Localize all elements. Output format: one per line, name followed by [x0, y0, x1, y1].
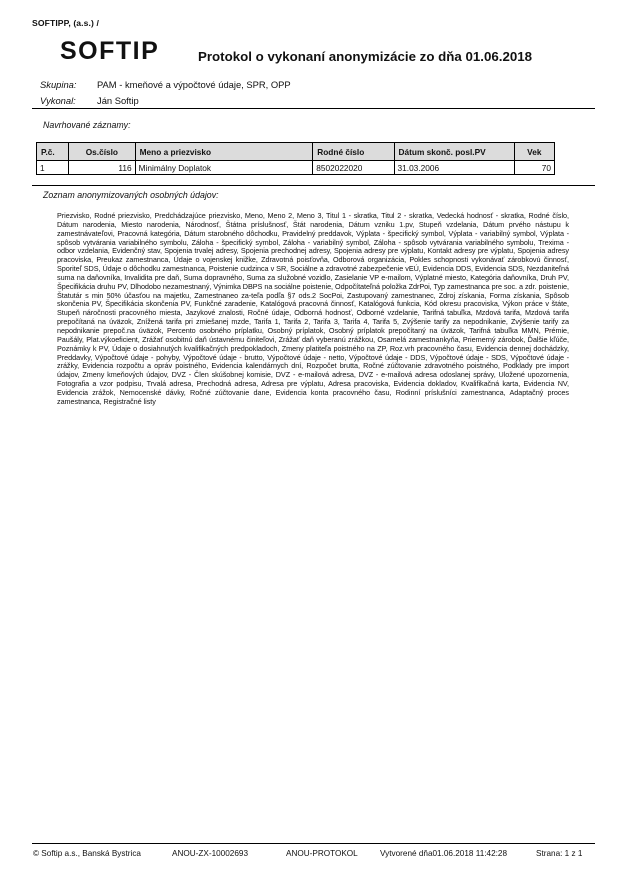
- table-cell: 70: [514, 161, 554, 175]
- column-header: P.č.: [37, 143, 69, 161]
- performer-label: Vykonal:: [40, 95, 76, 106]
- footer-divider: [32, 843, 595, 844]
- table-cell: 1: [37, 161, 69, 175]
- company-name: SOFTIPP, (a.s.) /: [32, 18, 99, 28]
- footer-page: Strana: 1 z 1: [536, 849, 583, 858]
- footer-doc-code: ANOU-ZX-10002693: [172, 849, 248, 858]
- column-header: Vek: [514, 143, 554, 161]
- records-label: Navrhované záznamy:: [43, 120, 131, 130]
- column-header: Rodné číslo: [313, 143, 394, 161]
- table-cell: 31.03.2006: [394, 161, 514, 175]
- list-label: Zoznam anonymizovaných osobných údajov:: [43, 190, 219, 200]
- table-cell: 116: [69, 161, 136, 175]
- section-divider: [32, 185, 595, 186]
- softip-logo: [60, 39, 159, 64]
- column-header: Os.číslo: [69, 143, 136, 161]
- group-label: Skupina:: [40, 79, 77, 90]
- anonymized-fields-list: Priezvisko, Rodné priezvisko, Predchádzajúce priezvisko, Meno, Meno 2, Meno 3, Titul 1 - skratka, Titul 2 - skratka, Vedecká hodnosť - skratka, Rodné číslo, Dátum narodenia, Miesto narodenia, Národnosť, Štátna príslušnosť, Štát narodenia, Dátum vzniku 1.pv, Stupeň vzdelania, Dátum prvého nástupu k zamestnávateľovi, Pracovná kategória, Dátum starobného dôchodku, Pravidelný preddavok, Výplata - špecifický symbol, Výplata - variabilný symbol, Výplata - spôsob vytvárania variabilného symbolu, Záloha - špecifický symbol, Záloha - variabilný symbol, Záloha - spôsob vytvárania variabilného symbolu, Trexima - odbor vzdelania, Evidenčný stav, Spojenia trvalej adresy, Spojenia prechodnej adresy, Spojenia adresy pre výplatu, Kontakt adresy pre výplatu, Spojenia adresy pracoviska, Preukaz zamestnanca, Údaje o vojenskej knižke, Zdravotná poisťovňa, Odborová organizácia, Pokles schopnosti vykonávať zárobkovú činnosť, Sporiteľ SDS, Údaje o dôchodku zamestnanca, Poistenie cudzinca v SR, Sociálne a zdravotné zabezpečenie vEÚ, Evidencia DDS, Evidencia SDS, Nezdaniteľná suma na daňovníka, Invalidita pre daň, Suma dopravného, Suma za služobné vozidlo, Zasielanie VP e-mailom, Výplatné miesto, Kategória daňovníka, Druh PV, Špecifikácia druhu PV, Dlhodobo nezamestnaný, Výnimka DBPS na sociálne poistenie, Odpočítateľná položka ZdrPoi, Typ zamestnanca pre soc. a zdr. poistenie, Štatutár s min 50% účasťou na majetku, Zamestnaneo za-teľa podľa §7 ods.2 SocPoi, Zastupovaný zamestnanec, Zdroj získania, Forma získania, Spôsob skončenia PV, Špecifikácia skončenia PV, Funkčné zaradenie, Katalógová pracovná činnosť, Katalógová funkcia, Kód okresu pracoviska, Výkon práce v štáte, Stupeň náročnosti pracovného miesta, Jazykové znalosti, Ročné údaje, Odborná hodnosť, Odborné vzdelanie, Tarifná tabuľka, Mzdová tarifa, Mzdová tarifa prepočítaná na úväzok, Znížená tarifa pri zmiešanej mzde, Tarifa 1, Tarifa 2, Tarifa 3, Tarifa 4, Tarifa 5, Zvýšenie tarify za nepodnikanie, Zvýšenie tarify za nepodnikanie prepoč.na úväzok, Percento osobného príplatku, Osobný príplatok, Osobný príplatok prepočítaný na úväzok, Tarifná tabuľka MMN, Prémie, Paušály, Plat.výkoeficient, Zrážať osobitnú daň ústavnému činiteľovi, Zrážať daň vyberanú zrážkou, Osamelá zamestnankyňa, Priemerný zárobok, Ďalšie kľúče, Poznámky k PV, Údaje o dosiahnutých kvalifikačných predpokladoch, Zmeny platiteľa poistného na ZP, Roz.vrh pracovného času, Evidencia dennej dochádzky, Preddavky, Výpočtové údaje - pohyby, Výpočtové údaje - brutto, Výpočtové údaje - netto, Výpočtové údaje - DDS, Výpočtové údaje - SDS, Výpočtové údaje - zrážky, Evidencia rozpočtu a opráv poistného, Evidencia kalendárnych dní, Rozpočet brutta, Ročné zúčtovanie zdravotného poistného, Podklady pre import údajov, Zmeny kmeňových údajov, DVZ - Člen skúšobnej komisie, DVZ - e-mailová adresa, DVZ - e-mailová adresa odoslanej správy, Uložené upozornenia, Fotografia a vzor podpisu, Trvalá adresa, Prechodná adresa, Adresa pre výplatu, Adresa pracoviska, Evidencia dokladov, Kvalifikačná karta, Evidencia NV, Evidencia zrážok, Nemocenské dávky, Ročné zúčtovanie dane, Evidencia konta pracovného času, Rodinní príslušníci zamestnanca, Adaptačný proces zamestnanca, Registračné listy: [57, 211, 569, 406]
- column-header: Dátum skonč. posl.PV: [394, 143, 514, 161]
- table-row: [37, 161, 555, 175]
- footer-created: Vytvorené dňa01.06.2018 11:42:28: [380, 849, 508, 858]
- table-cell: Minimálny Doplatok: [135, 161, 313, 175]
- column-header: Meno a priezvisko: [135, 143, 313, 161]
- footer-doc-type: ANOU-PROTOKOL: [286, 849, 358, 858]
- footer-copyright: © Softip a.s., Banská Bystrica: [33, 849, 141, 858]
- group-value: PAM - kmeňové a výpočtové údaje, SPR, OPP: [97, 79, 291, 90]
- records-table: [36, 142, 555, 175]
- document-title: Protokol o vykonaní anonymizácie zo dňa 01.06.2018: [198, 49, 533, 64]
- performer-value: Ján Softip: [97, 95, 139, 106]
- header-divider: [32, 108, 595, 109]
- table-header-row: [37, 143, 555, 161]
- logo-text: SOFTIP: [60, 37, 160, 65]
- table-cell: 8502022020: [313, 161, 394, 175]
